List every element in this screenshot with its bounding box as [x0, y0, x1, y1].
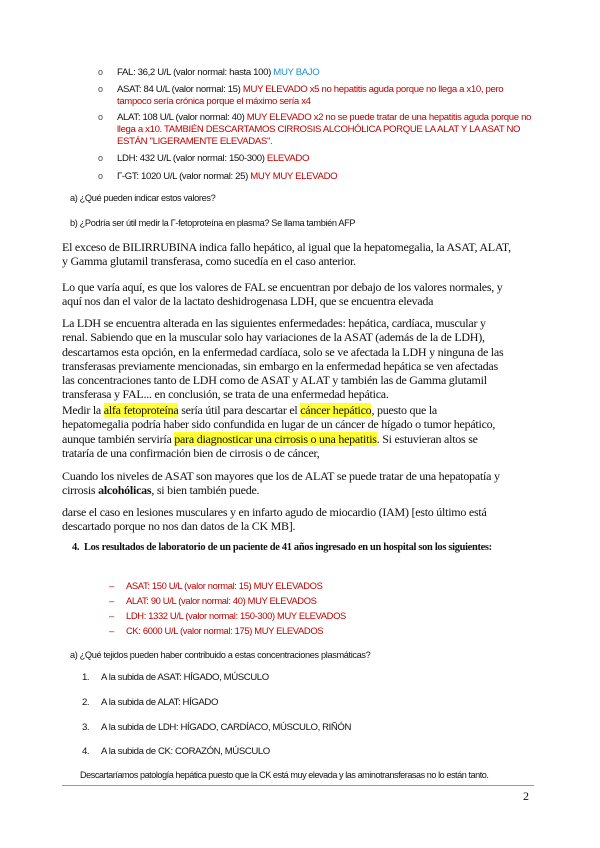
text-span: . Si estuvieran altos se — [376, 431, 478, 446]
text-line: El exceso de BILIRRUBINA indica fallo hepático, al igual que la hepatomegalia, la ASAT, ALAT, — [62, 240, 511, 254]
text-line — [62, 403, 535, 417]
question-a: a) ¿Qué pueden indicar estos valores? — [70, 193, 216, 203]
paragraph-fal — [62, 280, 535, 309]
highlight-diagnose: para diagnosticar una cirrosis o una hepatitis — [174, 431, 377, 446]
section-number: 4. — [72, 542, 80, 553]
text-span: aunque también serviría — [62, 431, 175, 446]
value-text: FAL: 36,2 U/L (valor normal: hasta 100) — [117, 67, 271, 78]
text-line — [62, 483, 535, 497]
text-line: hepatomegalia podría haber sido confundida en lugar de un cáncer de hígado o tumor hepático, — [62, 417, 496, 432]
text-line: descartado porque no nos dan datos de la CK MB]. — [62, 519, 296, 534]
text-line: trataría de una confirmación bien de cirrosis o de cáncer, — [62, 445, 320, 460]
value-text: LDH: 432 U/L (valor normal: 150-300) — [117, 152, 265, 164]
bullet-icon: o — [98, 112, 103, 123]
highlight-afp: alfa fetoproteína — [103, 403, 179, 417]
text-line: descartamos esta opción, en la enfermedad cardíaca, solo se ve afectada la LDH y ninguna de las — [62, 344, 504, 359]
text-line: transferasa y FAL... en conclusión, se trata de una enfermedad hepática. — [62, 387, 389, 402]
value-note: MUY MUY ELEVADO — [250, 170, 338, 182]
item-number: 3. — [82, 722, 90, 733]
value-item-ggt — [98, 170, 537, 183]
item-text: A la subida de ALAT: HÍGADO — [101, 697, 219, 708]
bullet-icon: o — [98, 170, 103, 181]
value-text: ASAT: 84 U/L (valor normal: 15) — [117, 83, 241, 95]
value-item-alat — [98, 112, 537, 147]
question-b: b) ¿Podría ser útil medir la Γ-fetoproteína en plasma? Se llama también AFP — [70, 218, 356, 228]
dash-text: ALAT: 90 U/L (valor normal: 40) MUY ELEVADOS — [126, 595, 317, 606]
text-line: darse el caso en lesiones musculares y en infarto agudo de miocardio (IAM) [esto último está — [62, 505, 487, 519]
item-text: A la subida de ASAT: HÍGADO, MÚSCULO — [101, 672, 269, 683]
text-line: La LDH se encuentra alterada en las siguientes enfermedades: hepática, cardíaca, muscular y — [62, 316, 486, 330]
text-line: Cuando los niveles de ASAT son mayores que los de ALAT se puede tratar de una hepatopatía y — [62, 469, 500, 483]
page-number: 2 — [523, 789, 529, 803]
footer-divider — [62, 785, 534, 786]
item-number: 4. — [82, 746, 90, 757]
paragraph-afp — [62, 403, 535, 460]
paragraph-iam — [62, 505, 535, 534]
dash-text: CK: 6000 U/L (valor normal: 175) MUY ELEVADOS — [126, 625, 324, 636]
text-line: y Gamma glutamil transferasa, como sucedía en el caso anterior. — [62, 254, 356, 269]
value-note: MUY ELEVADO x2 no se puede tratar de una hepatitis aguda porque no llega a x10. TAMBIÉN DESCARTAMOS CIRROSIS ALCOHÓLICA PORQUE LA ALAT Y LA ASAT NO ESTÁN "LIGERAMENTE ELEVADAS". — [117, 112, 532, 147]
text-span: , si bien también puede. — [151, 483, 260, 498]
value-text: ALAT: 108 U/L (valor normal: 40) — [117, 112, 245, 124]
value-note: MUY ELEVADO x5 no hepatitis aguda porque no llega a x10, pero tampoco sería crónica porque el máximo sería x4 — [117, 83, 504, 107]
paragraph-ldh — [62, 316, 535, 402]
dash-item-ck — [109, 625, 324, 636]
dash-icon: – — [109, 625, 114, 636]
text-line: transferasas previamente mencionadas, sin embargo en la enfermedad hepática se ven afectadas — [62, 358, 498, 373]
bullet-icon: o — [98, 67, 103, 77]
item-text: A la subida de LDH: HÍGADO, CARDÍACO, MÚSCULO, RIÑÓN — [101, 722, 352, 733]
conclusion-text: Descartaríamos patología hepática puesto que la CK está muy elevada y las aminotransferasas no lo están tanto. — [80, 770, 489, 780]
value-note: MUY BAJO — [273, 67, 320, 78]
text-line: Lo que varía aquí, es que los valores de FAL se encuentran por debajo de los valores normales, y — [62, 280, 503, 294]
section-4-heading — [72, 541, 534, 554]
value-item-fal — [98, 67, 537, 79]
bold-text: alcohólicas — [98, 483, 152, 498]
text-span: cirrosis — [62, 483, 99, 498]
dash-text: LDH: 1332 U/L (valor normal: 150-300) MUY ELEVADOS — [126, 610, 346, 621]
value-text: Γ-GT: 1020 U/L (valor normal: 25) — [117, 170, 248, 182]
dash-item-ldh — [109, 610, 346, 621]
bullet-icon: o — [98, 152, 103, 163]
value-item-asat — [98, 83, 537, 108]
dash-icon: – — [109, 580, 114, 591]
dash-icon: – — [109, 595, 114, 606]
item-text: A la subida de CK: CORAZÓN, MÚSCULO — [101, 746, 270, 757]
values-list — [98, 67, 537, 187]
dash-text: ASAT: 150 U/L (valor normal: 15) MUY ELEVADOS — [126, 580, 323, 591]
value-item-ldh — [98, 152, 537, 165]
section-text: Los resultados de laboratorio de un paciente de 41 años ingresado en un hospital son los siguientes: — [84, 542, 492, 553]
text-span: , puesto que la — [371, 403, 438, 417]
question-4a: a) ¿Qué tejidos pueden haber contribuido a estas concentraciones plasmáticas? — [70, 650, 371, 660]
dash-item-alat — [109, 595, 317, 606]
text-span: sería útil para descartar el — [178, 403, 301, 417]
dash-item-asat — [109, 580, 323, 591]
value-note: ELEVADO — [266, 152, 310, 164]
paragraph-asat-alat — [62, 469, 535, 498]
item-number: 2. — [82, 697, 90, 708]
text-line: renal. Sabiendo que en la muscular solo hay variaciones de la ASAT (además de la de LDH), — [62, 330, 485, 345]
item-number: 1. — [82, 672, 90, 683]
highlight-cancer: cáncer hepático — [300, 403, 372, 417]
bullet-icon: o — [98, 83, 103, 94]
paragraph-bilirrubina — [62, 240, 535, 269]
text-line: aquí nos dan el valor de la lactato deshidrogenasa LDH, que se encuentra elevada — [62, 294, 434, 309]
text-span: Medir la — [62, 403, 104, 417]
text-line — [62, 432, 535, 446]
text-line: las concentraciones tanto de LDH como de ASAT y ALAT y también las de Gamma glutamil — [62, 373, 487, 388]
dash-icon: – — [109, 610, 114, 621]
